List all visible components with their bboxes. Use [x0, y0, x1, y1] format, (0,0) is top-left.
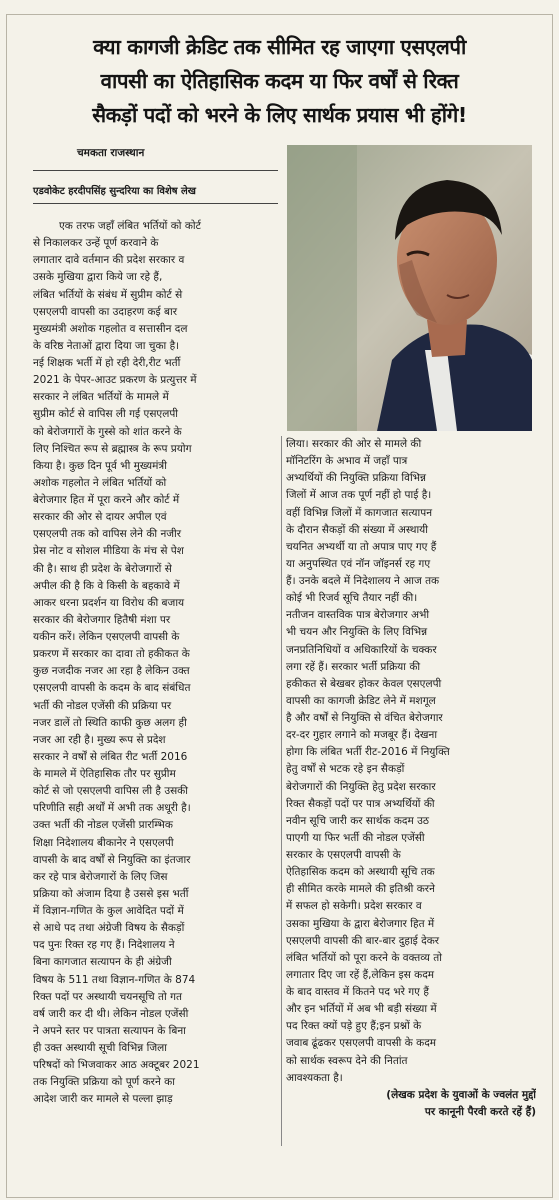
text-line: या अनुपस्थित एवं नॉन जॉइनर्स रह गए [286, 557, 431, 570]
text-line: कोर्ट से जो एसएलपी वापिस ली है उसकी [33, 785, 188, 798]
text-line: के मामले में ऐतिहासिक तौर पर सुप्रीम [33, 768, 176, 780]
article-right-column [286, 436, 536, 1121]
text-line: में विज्ञान-गणित के कुल आवेदित पदों में [33, 905, 184, 917]
text-line: पद रिक्त क्यों पड़े हुए हैं;इन प्रश्नों के [286, 1020, 422, 1033]
text-line: आदेश जारी कर मामले से पल्ला झाड़ [33, 1093, 173, 1106]
text-line: ही सीमित करके मामले की इतिश्री करने [286, 883, 435, 896]
text-line: 2021 के पेपर-आउट प्रकरण के प्रत्युत्तर में [33, 374, 197, 387]
text-line: भी चयन और नियुक्ति के लिए विभिन्न [286, 626, 428, 639]
text-line: नई शिक्षक भर्ती में हो रही देरी,रीट भर्ती [33, 357, 181, 369]
publication-kicker: चमकता राजस्थान [77, 147, 145, 159]
text-line: नजर डालें तो स्थिति काफी कुछ अलग ही [33, 716, 187, 729]
text-line: एक तरफ जहाँ लंबित भर्तियों को कोर्ट [59, 220, 201, 232]
text-line: परिषदों को भिजवाकर आठ अक्टूबर 2021 [33, 1059, 200, 1072]
text-line: सरकार ने लंबित भर्तियों के मामले में [33, 391, 169, 404]
text-line: बिना कागजात सत्यापन के ही अंग्रेजी [33, 956, 172, 969]
text-line: किया है। कुछ दिन पूर्व भी मुख्यमंत्री [33, 459, 167, 472]
text-line: हैं। उनके बदले में निदेशालय ने आज तक [286, 575, 440, 587]
text-line: की है। साथ ही प्रदेश के बेरोजगारों से [33, 562, 172, 575]
text-line: के बाद वास्तव में कितने पद भरे गए हैं [286, 986, 429, 998]
text-line: मुख्यमंत्री अशोक गहलोत व सत्तासीन दल [33, 322, 188, 335]
text-line: कर रहे पात्र बेरोजगारों के लिए जिस [33, 870, 168, 883]
text-line: आकर धरना प्रदर्शन या विरोध की बजाय [33, 596, 185, 609]
text-line: उसके मुखिया द्वारा किये जा रहे हैं, [33, 271, 163, 284]
text-line: परिणीति सही अर्थों में अभी तक अधूरी है। [33, 802, 191, 815]
text-line: जवाब ढूंढकर एसएलपी वापसी के कदम [286, 1037, 437, 1050]
text-line: पाएगी या फिर भर्ती की नोडल एजेंसी [286, 831, 425, 844]
text-line: से निकालकर उन्हें पूर्ण करवाने के [33, 237, 159, 250]
text-line: दर-दर गुहार लगाने को मजबूर हैं। देखना [286, 729, 438, 742]
text-line: हकीकत से बेखबर होकर केवल एसएलपी [286, 677, 442, 690]
author-portrait-image [287, 145, 532, 431]
text-line: यकीन करें। लेकिन एसएलपी वापसी के [33, 631, 180, 643]
text-line: वर्ष जारी कर दी थी। लेकिन नोडल एजेंसी [33, 1007, 189, 1020]
text-line: उसका मुखिया के द्वारा बेरोजगार हित में [286, 917, 435, 930]
text-line: लंबित भर्तियों को पूरा करने के वक्तव्य तो [286, 951, 442, 964]
text-line: हेतु वर्षों से भटक रहे इन सैकड़ों [286, 763, 405, 776]
text-line: जिलों में आज तक पूर्ण नहीं हो पाई है। [286, 489, 432, 502]
text-line: विषय के 511 तथा विज्ञान-गणित के 874 [33, 973, 196, 986]
text-line: प्रक्रिया को अंजाम दिया है उससे इस भर्ती [33, 887, 189, 900]
author-note-line: पर कानूनी पैरवी करते रहें हैं) [424, 1105, 536, 1118]
author-photo [287, 145, 532, 431]
text-line: सरकार ने वर्षों से लंबित रीट भर्ती 2016 [33, 750, 188, 763]
text-line: को बेरोजगारों के गुस्से को शांत करने के [33, 425, 182, 438]
author-note-line: (लेखक प्रदेश के युवाओं के ज्वलंत मुद्दों [386, 1088, 536, 1101]
text-line: अशोक गहलोत ने लंबित भर्तियों को [33, 476, 167, 489]
text-line: के दौरान सैकड़ों की संख्या में अस्थायी [286, 523, 428, 536]
text-line: चयनित अभ्यर्थी या तो अपात्र पाए गए हैं [286, 540, 437, 553]
column-divider [281, 436, 282, 1146]
text-line: भर्ती की नोडल एजेंसी की प्रक्रिया पर [33, 699, 172, 712]
text-line: ने अपने स्तर पर पात्रता सत्यापन के बिना [33, 1024, 186, 1037]
headline-line: क्या कागजी क्रेडिट तक सीमित रह जाएगा एसएलपी [93, 35, 466, 59]
text-line: कुछ नजदीक नजर आ रहा है लेकिन उक्त [33, 665, 190, 678]
text-line: सरकार की ओर से दायर अपील एवं [33, 511, 167, 524]
text-line: से आधे पद तथा अंग्रेजी विषय के सैकड़ों [33, 922, 185, 935]
text-line: ऐतिहासिक कदम को अस्थायी सूचि तक [286, 866, 435, 879]
headline-line: वापसी का ऐतिहासिक कदम या फिर वर्षों से रिक्त [100, 69, 459, 93]
text-line: नवीन सूचि जारी कर सार्थक कदम उठ [286, 814, 429, 827]
text-line: सरकार के एसएलपी वापसी के [286, 849, 401, 861]
text-line: पद पुनः रिक्त रह गए हैं। निदेशालय ने [33, 939, 175, 952]
text-line: सरकार की बेरोजगार हितैषी मंशा पर [33, 613, 171, 626]
text-line: नजर आ रही है। मुख्य रूप से प्रदेश [33, 733, 166, 746]
text-line: सुप्रीम कोर्ट से वापिस ली गई एसएलपी [33, 408, 179, 421]
text-line: बेरोजगारों की नियुक्ति हेतु प्रदेश सरकार [286, 780, 436, 793]
text-line: तक नियुक्ति प्रक्रिया को पूर्ण करने का [33, 1076, 175, 1089]
byline: एडवोकेट हरदीपसिंह सुन्दरिया का विशेष लेख [33, 186, 196, 197]
text-line: एसएलपी वापसी की बार-बार दुहाई देकर [286, 934, 440, 947]
text-line: आवश्यकता है। [286, 1071, 343, 1084]
text-line: लगा रहें हैं। सरकार भर्ती प्रक्रिया की [286, 660, 421, 673]
text-line: प्रकरण में सरकार का दावा तो हकीकत के [33, 648, 190, 661]
divider [33, 203, 278, 204]
text-line: बेरोजगार हित में पूरा करने और कोर्ट में [33, 494, 180, 506]
text-line: वापसी का कागजी क्रेडिट लेने में मशगूल [286, 694, 436, 707]
text-line: कोई भी रिजर्व सूचि तैयार नहीं की। [286, 592, 418, 605]
text-line: है और वर्षों से नियुक्ति से वंचित बेरोजगार [286, 712, 443, 724]
text-line: रिक्त सैकड़ों पदों पर पात्र अभ्यर्थियों की [286, 797, 435, 810]
text-line: के वरिष्ठ नेताओं द्वारा दिया जा चुका है। [33, 339, 180, 352]
headline [14, 30, 545, 132]
text-line: मॉनिटरिंग के अभाव में जहाँ पात्र [286, 455, 408, 468]
text-line: वहीं विभिन्न जिलों में कागजात सत्यापन [286, 506, 433, 519]
text-line: अभ्यर्थियों की नियुक्ति प्रक्रिया विभिन्न [286, 472, 427, 485]
article-left-column [33, 218, 275, 1109]
text-line: में सफल हो सकेगी। प्रदेश सरकार व [286, 900, 422, 913]
text-line: को सार्थक स्वरूप देने की नितांत [286, 1054, 408, 1067]
headline-line: सैकड़ों पदों को भरने के लिए सार्थक प्रयास भी होंगे! [92, 103, 467, 127]
text-line: होगा कि लंबित भर्ती रीट-2016 में नियुक्ति [286, 746, 450, 759]
text-line: लिए निश्चित रूप से ब्रह्मास्त्र के रूप प्रयोग [33, 442, 192, 455]
text-line: ही उक्त अस्थायी सूची विभिन्न जिला [33, 1042, 167, 1054]
text-line: शिक्षा निदेशालय बीकानेर ने एसएलपी [33, 836, 174, 849]
text-line: लगातार दिए जा रहें हैं,लेकिन इस कदम [286, 968, 435, 981]
divider [33, 170, 278, 171]
text-line: उक्त भर्ती की नोडल एजेंसी प्रारम्भिक [33, 819, 173, 832]
text-line: एसएलपी तक को वापिस लेने की नजीर [33, 528, 182, 541]
text-line: एसएलपी वापसी का उदाहरण कई बार [33, 305, 178, 318]
text-line: लंबित भर्तियों के संबंध में सुप्रीम कोर्ट से [33, 288, 183, 301]
text-line: जनप्रतिनिधियों व अधिकारियों के चक्कर [286, 643, 437, 656]
text-line: अपील की है कि वे किसी के बहकावे में [33, 579, 180, 592]
text-line: नतीजन वास्तविक पात्र बेरोजगार अभी [286, 609, 430, 622]
text-line: एसएलपी वापसी के कदम के बाद संबंधित [33, 682, 191, 695]
text-line: लगातार दावे वर्तमान की प्रदेश सरकार व [33, 254, 185, 267]
text-line: और इन भर्तियों में अब भी बड़ी संख्या में [286, 1003, 437, 1016]
text-line: वापसी के बाद वर्षों से नियुक्ति का इंतजार [33, 853, 191, 866]
text-line: रिक्त पदों पर अस्थायी चयनसूचि तो गत [33, 990, 182, 1003]
text-line: प्रेस नोट व सोशल मीडिया के मंच से पेश [33, 545, 184, 558]
text-line: लिया। सरकार की ओर से मामले की [286, 438, 422, 450]
